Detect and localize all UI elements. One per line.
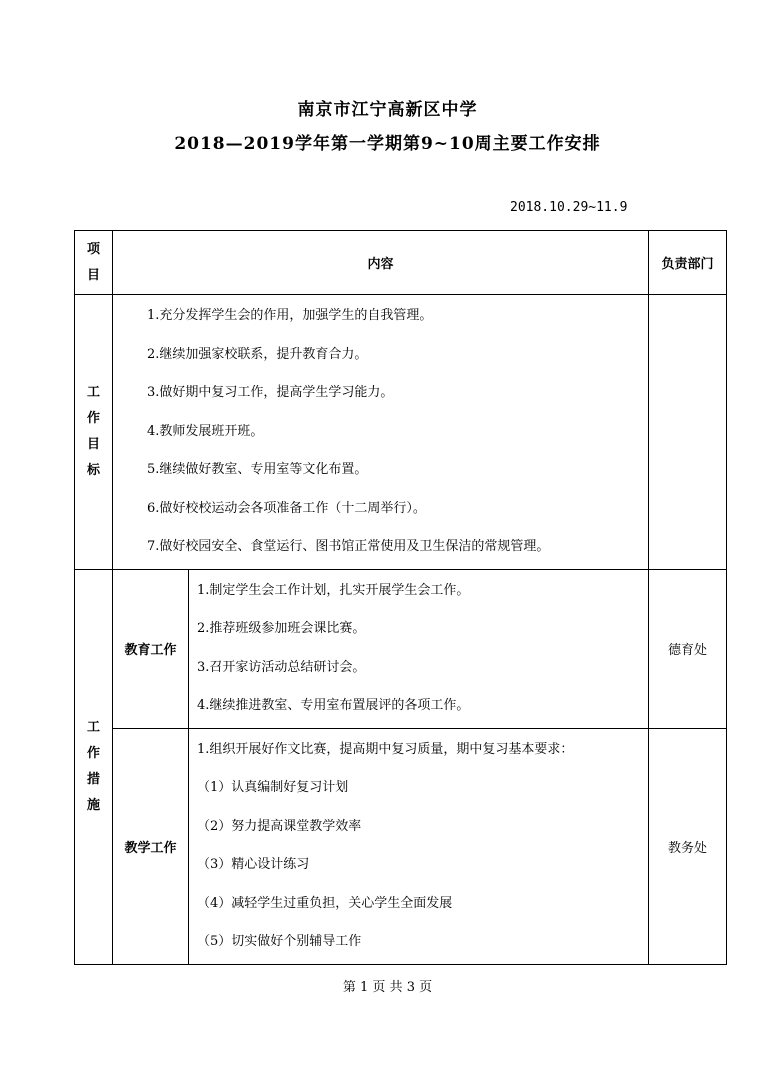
goals-list <box>113 295 649 570</box>
school-name: 南京市江宁高新区中学 <box>297 100 478 120</box>
goal-item: 1.充分发挥学生会的作用，加强学生的自我管理。 <box>147 308 433 323</box>
goal-item: 7.做好校园安全、食堂运行、图书馆正常使用及卫生保洁的常规管理。 <box>147 539 550 554</box>
teaching-row <box>75 728 727 964</box>
education-list <box>189 569 649 728</box>
education-category: 教育工作 <box>113 569 189 728</box>
teaching-item: （3）精心设计练习 <box>197 857 310 872</box>
education-item: 2.推荐班级参加班会课比赛。 <box>197 621 366 636</box>
goals-label: 工 作 目 标 <box>75 295 113 570</box>
goal-item: 5.继续做好教室、专用室等文化布置。 <box>147 462 368 477</box>
education-row <box>75 569 727 728</box>
header-dept: 负责部门 <box>649 231 727 295</box>
teaching-item: （5）切实做好个别辅导工作 <box>197 934 362 949</box>
goals-dept <box>649 295 727 570</box>
goal-item: 3.做好期中复习工作，提高学生学习能力。 <box>147 385 394 400</box>
teaching-category: 教学工作 <box>113 728 189 964</box>
goal-item: 6.做好校校运动会各项准备工作（十二周举行）。 <box>147 500 426 516</box>
page-number: 第 1 页 共 3 页 <box>342 980 433 995</box>
date-range: 2018.10.29~11.9 <box>510 200 628 215</box>
goals-row <box>75 295 727 570</box>
goal-item: 4.教师发展班开班。 <box>147 423 264 439</box>
goal-item: 2.继续加强家校联系，提升教育合力。 <box>147 346 368 362</box>
teaching-item: （4）减轻学生过重负担，关心学生全面发展 <box>197 895 453 911</box>
teaching-dept: 教务处 <box>649 728 727 964</box>
teaching-item: （1）认真编制好复习计划 <box>197 780 349 795</box>
education-dept: 德育处 <box>649 569 727 728</box>
header-item: 项 目 <box>75 231 113 295</box>
document-title: 2018—2019学年第一学期第9~10周主要工作安排 <box>174 134 601 154</box>
work-plan-table <box>74 230 727 965</box>
education-item: 3.召开家访活动总结研讨会。 <box>197 659 366 675</box>
header-content: 内容 <box>113 231 649 295</box>
education-item: 1.制定学生会工作计划，扎实开展学生会工作。 <box>197 582 470 598</box>
measures-label: 工 作 措 施 <box>75 569 113 964</box>
education-item: 4.继续推进教室、专用室布置展评的各项工作。 <box>197 698 470 713</box>
header-row <box>75 231 727 295</box>
teaching-list <box>189 728 649 964</box>
teaching-item: （2）努力提高课堂教学效率 <box>197 818 362 834</box>
teaching-item: 1.组织开展好作文比赛，提高期中复习质量，期中复习基本要求： <box>197 741 574 757</box>
